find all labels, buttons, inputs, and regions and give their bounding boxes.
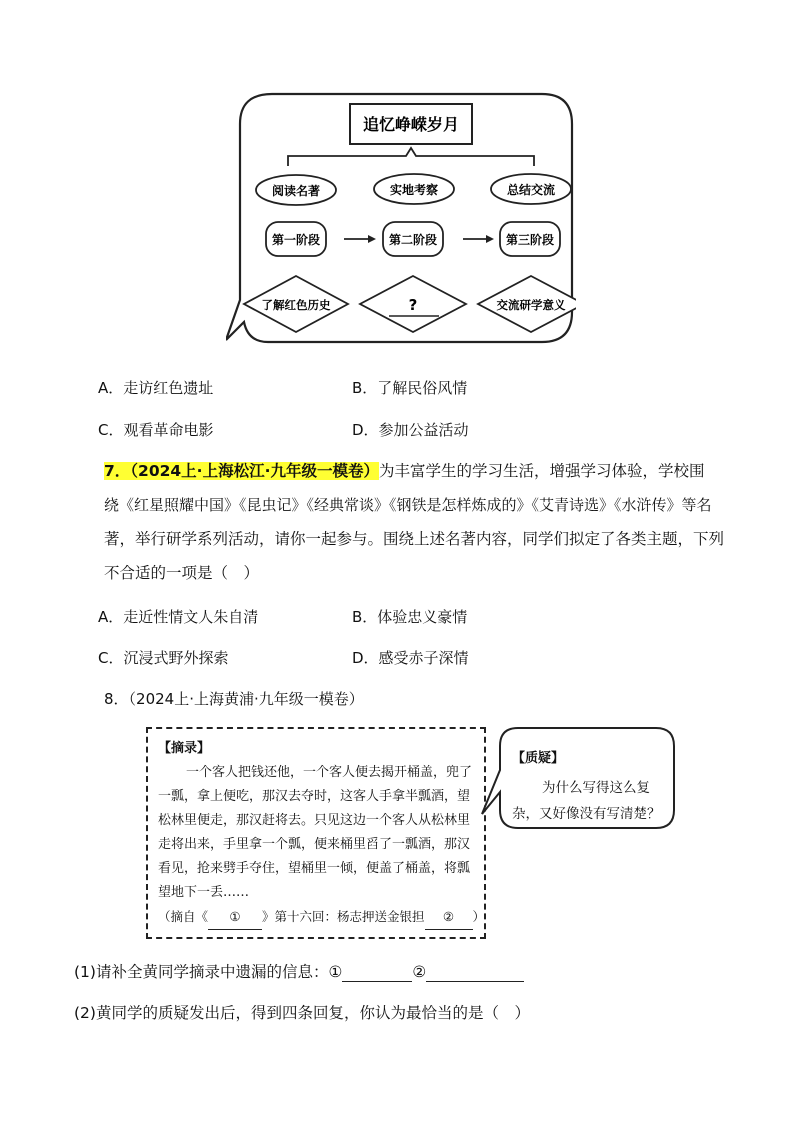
- excerpt-citation: [158, 905, 486, 930]
- stage-label-1: 第一阶段: [271, 233, 321, 247]
- diamond-history: [244, 276, 348, 332]
- stage-1: [266, 222, 326, 256]
- ellipse-label-summary: 总结交流: [506, 183, 556, 197]
- q6-option-c[interactable]: C．观看革命电影: [98, 421, 214, 439]
- stage-label-3: 第三阶段: [505, 233, 555, 247]
- q7-option-b[interactable]: B．体验忠义豪情: [352, 608, 468, 626]
- q8-source: 8．（2024上·上海黄浦·九年级一模卷）: [104, 690, 364, 708]
- cite-mid: 》第十六回：杨志押送金银担: [262, 909, 425, 924]
- stage-2: [383, 222, 443, 256]
- q8-sub2: (2)黄同学的质疑发出后，得到四条回复，你认为最恰当的是（ ）: [74, 1004, 530, 1022]
- q6-option-d[interactable]: D．参加公益活动: [352, 421, 469, 439]
- diamond-question: [360, 276, 466, 332]
- cite-blank-2[interactable]: ②: [425, 905, 473, 930]
- excerpt-line-3: 松林里便走，那汉赶将去。只见这边一个客人从松林里: [158, 813, 471, 828]
- ellipse-summary: [491, 174, 571, 204]
- ellipse-label-fieldwork: 实地考察: [389, 183, 439, 197]
- q6-option-b[interactable]: B．了解民俗风情: [352, 379, 468, 397]
- q7-option-d[interactable]: D．感受赤子深情: [352, 649, 469, 667]
- excerpt-line-1: 一个客人把钱还他，一个客人便去揭开桶盖，兜了: [186, 765, 473, 780]
- excerpt-line-4: 走将出来，手里拿一个瓢，便来桶里舀了一瓢酒，那汉: [158, 837, 471, 852]
- question-line-2: 杂，又好像没有写清楚？: [512, 806, 661, 822]
- cite-suffix: ）: [472, 909, 486, 924]
- q7-source: 7．（2024上·上海松江·九年级一模卷）: [104, 462, 379, 480]
- question-line-1: 为什么写得这么复: [542, 780, 650, 796]
- diamond-label-exchange: 交流研学意义: [496, 298, 566, 312]
- q7-line-3: 著，举行研学系列活动，请你一起参与。围绕上述名著内容，同学们拟定了各类主题，下列: [104, 530, 725, 548]
- q7-line-4: 不合适的一项是（ ）: [104, 564, 260, 582]
- q8-sub1-text: (1)请补全黄同学摘录中遗漏的信息：①: [74, 963, 343, 981]
- question-tag: 【质疑】: [512, 751, 565, 766]
- excerpt-tag: 【摘录】: [158, 741, 211, 756]
- diamond-label-history: 了解红色历史: [261, 298, 331, 312]
- ellipse-label-reading: 阅读名著: [271, 184, 321, 198]
- q7-option-a[interactable]: A．走近性情文人朱自清: [98, 608, 259, 626]
- cite-blank-1[interactable]: ①: [208, 905, 262, 930]
- arrow-1: [344, 235, 376, 243]
- flow-diagram: [226, 90, 576, 348]
- diagram-title: 追忆峥嵘岁月: [362, 115, 460, 134]
- q8-answer-blank-2[interactable]: [426, 965, 524, 982]
- q7-option-c[interactable]: C．沉浸式野外探索: [98, 649, 229, 667]
- stage-label-2: 第二阶段: [388, 233, 438, 247]
- q8-sub1-mid: ②: [412, 963, 427, 981]
- excerpt-line-2: 一瓢，拿上便吃，那汉去夺时，这客人手拿半瓢酒，望: [158, 789, 471, 804]
- ellipse-fieldwork: [374, 174, 454, 204]
- arrow-2: [463, 235, 494, 243]
- stage-3: [500, 222, 560, 256]
- q7-line-1: [104, 460, 704, 482]
- diamond-exchange: [478, 276, 576, 332]
- excerpt-line-6: 望地下一丢……: [158, 885, 250, 900]
- q6-option-a[interactable]: A．走访红色遗址: [98, 379, 214, 397]
- q8-answer-blank-1[interactable]: [342, 965, 412, 982]
- q8-sub1: [74, 960, 524, 982]
- q7-line-2: 绕《红星照耀中国》《昆虫记》《经典常谈》《钢铁是怎样炼成的》《艾青诗选》《水浒传》等名: [104, 496, 712, 514]
- cite-prefix: （摘自《: [158, 909, 209, 924]
- brace: [288, 148, 534, 166]
- q7-text-1: 为丰富学生的学习生活，增强学习体验，学校围: [378, 462, 705, 480]
- excerpt-line-5: 看见，抢来劈手夺住，望桶里一倾，便盖了桶盖，将瓢: [158, 861, 471, 876]
- diamond-label-question: ?: [408, 296, 418, 314]
- excerpt-box: [146, 727, 486, 939]
- ellipse-reading: [256, 175, 336, 205]
